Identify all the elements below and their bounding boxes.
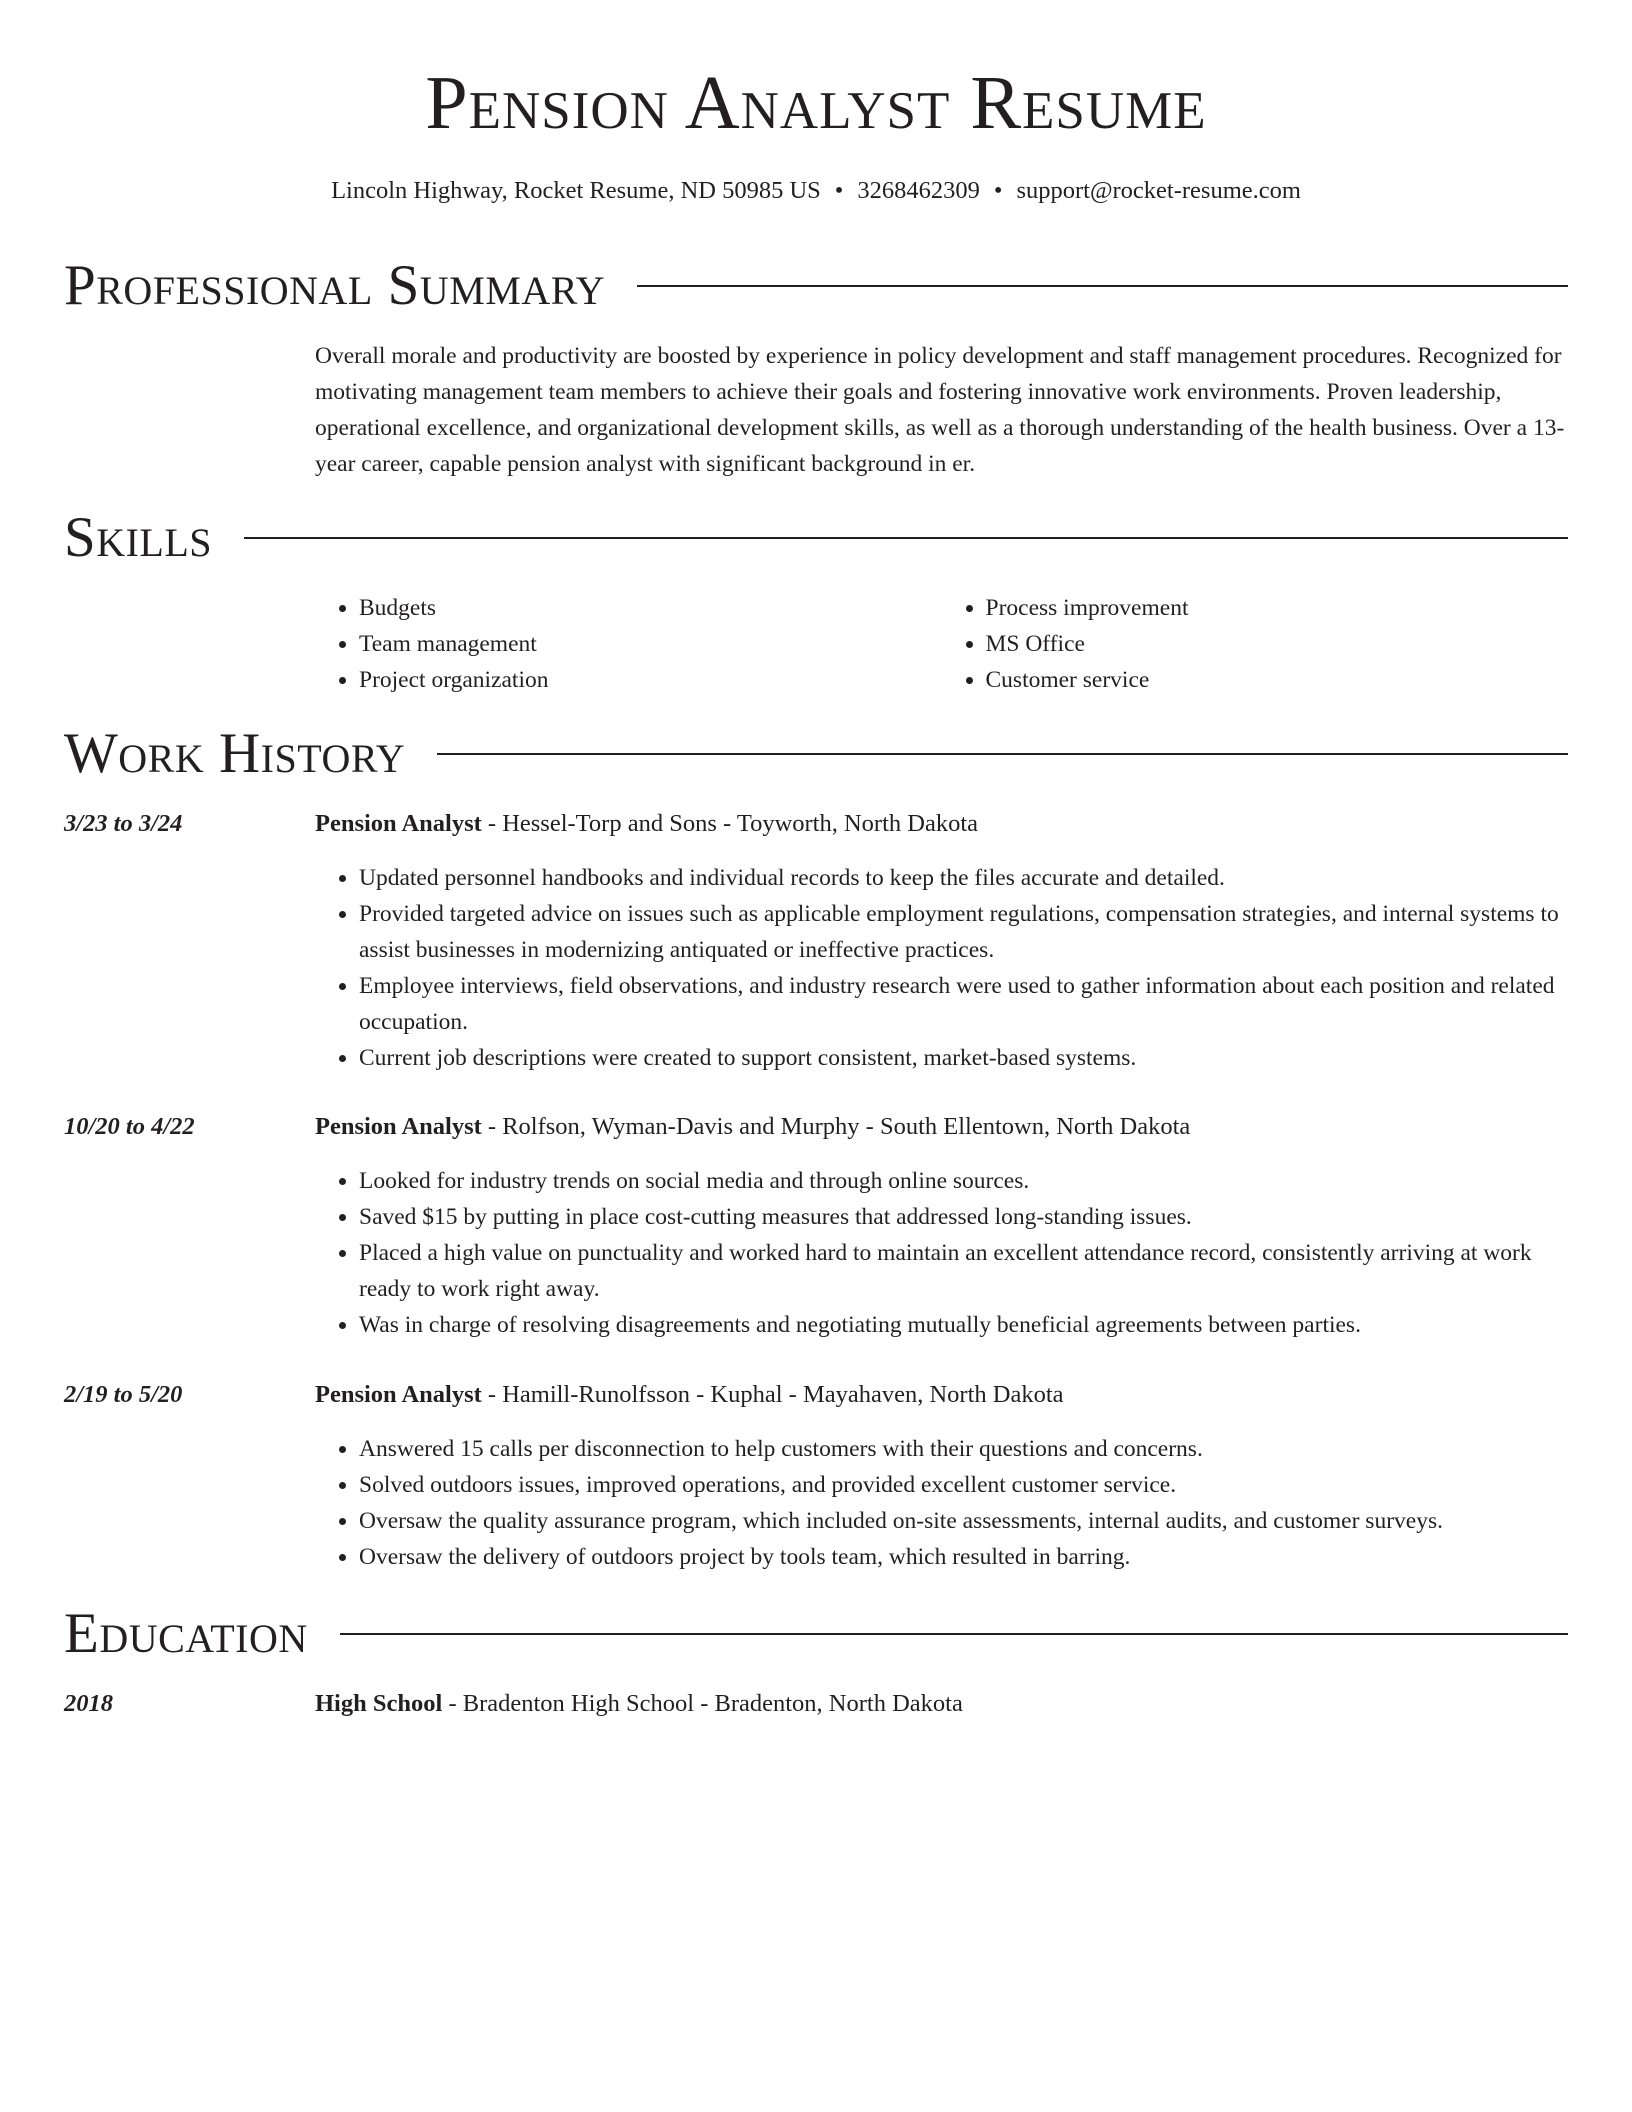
resume-title: Pension Analyst Resume: [425, 61, 1207, 145]
skill-item: • Team management: [359, 626, 942, 662]
skill-item: • Process improvement: [986, 590, 1569, 626]
job-dates: 3/23 to 3/24: [64, 810, 183, 837]
job-bullets: [315, 1431, 1568, 1575]
job-bullets: [315, 860, 1568, 1076]
job-title: Pension Analyst: [315, 1113, 482, 1140]
job-bullet: • Provided targeted advice on issues such as applicable employment regulations, compensation strategies, and internal systems to assist businesses in modernizing antiquated or ineffective practices.: [359, 896, 1568, 968]
job-bullet: • Employee interviews, field observations, and industry research were used to gather information about each position and related occupation.: [359, 968, 1568, 1040]
job-employer-location: - Hamill-Runolfsson - Kuphal - Mayahaven, North Dakota: [481, 1381, 1064, 1408]
job-title-line: [315, 1109, 1568, 1145]
contact-email: support@rocket-resume.com: [1016, 177, 1301, 204]
job-title-line: [315, 1377, 1568, 1413]
job-bullet: • Saved $15 by putting in place cost-cutting measures that addressed long-standing issues.: [359, 1199, 1568, 1235]
skills-column-left: [315, 590, 942, 698]
section-divider: [244, 537, 1568, 539]
education-school-location: - Bradenton High School - Bradenton, North Dakota: [442, 1690, 963, 1717]
skill-item: • Budgets: [359, 590, 942, 626]
section-divider: [637, 285, 1568, 287]
job-dates: 10/20 to 4/22: [64, 1113, 195, 1140]
work-section-header: [64, 722, 1568, 786]
job-employer-location: - Hessel-Torp and Sons - Toyworth, North Dakota: [481, 810, 979, 837]
job-bullet: • Oversaw the delivery of outdoors project by tools team, which resulted in barring.: [359, 1539, 1568, 1575]
job-title-line: [315, 806, 1568, 842]
skill-item: • Project organization: [359, 662, 942, 698]
work-heading: Work History: [64, 722, 406, 785]
job-bullet: • Current job descriptions were created to support consistent, market-based systems.: [359, 1040, 1568, 1076]
job-bullet: • Solved outdoors issues, improved operations, and provided excellent customer service.: [359, 1467, 1568, 1503]
job-bullet: • Updated personnel handbooks and individual records to keep the files accurate and detailed.: [359, 860, 1568, 896]
summary-text: Overall morale and productivity are boosted by experience in policy development and staff management procedures. Recognized for motivating management team members to achieve their goals and fostering innovative work environments. Proven leadership, operational excellence, and organizational development skills, as well as a thorough understanding of the health business. Over a 13-year career, capable pension analyst with significant background in er.: [315, 343, 1565, 477]
skills-list: [315, 590, 1568, 698]
contact-separator: •: [834, 177, 844, 204]
education-section-header: [64, 1602, 1568, 1666]
job-bullet: • Oversaw the quality assurance program, which included on-site assessments, internal audits, and customer surveys.: [359, 1503, 1568, 1539]
skill-item: • MS Office: [986, 626, 1569, 662]
contact-phone: 3268462309: [857, 177, 980, 204]
skill-item: • Customer service: [986, 662, 1569, 698]
section-divider: [437, 753, 1568, 755]
job-title: Pension Analyst: [315, 1381, 482, 1408]
skills-column-right: [942, 590, 1569, 698]
job-employer-location: - Rolfson, Wyman-Davis and Murphy - South Ellentown, North Dakota: [481, 1113, 1191, 1140]
education-degree: High School: [315, 1690, 443, 1717]
job-bullet: • Answered 15 calls per disconnection to help customers with their questions and concerns.: [359, 1431, 1568, 1467]
contact-address: Lincoln Highway, Rocket Resume, ND 50985 US: [331, 177, 821, 204]
job-dates: 2/19 to 5/20: [64, 1381, 183, 1408]
contact-separator: •: [993, 177, 1003, 204]
skills-heading: Skills: [64, 506, 213, 569]
summary-section-header: [64, 254, 1568, 318]
job-bullet: • Was in charge of resolving disagreements and negotiating mutually beneficial agreements between parties.: [359, 1307, 1568, 1343]
education-line: [315, 1686, 1568, 1722]
job-bullets: [315, 1163, 1568, 1343]
job-bullet: • Placed a high value on punctuality and worked hard to maintain an excellent attendance record, consistently arriving at work ready to work right away.: [359, 1235, 1568, 1307]
education-date: 2018: [64, 1690, 113, 1717]
section-divider: [340, 1633, 1568, 1635]
job-bullet: • Looked for industry trends on social media and through online sources.: [359, 1163, 1568, 1199]
summary-heading: Professional Summary: [64, 254, 606, 317]
job-title: Pension Analyst: [315, 810, 482, 837]
education-heading: Education: [64, 1602, 308, 1665]
contact-line: [64, 174, 1568, 208]
skills-section-header: [64, 506, 1568, 570]
